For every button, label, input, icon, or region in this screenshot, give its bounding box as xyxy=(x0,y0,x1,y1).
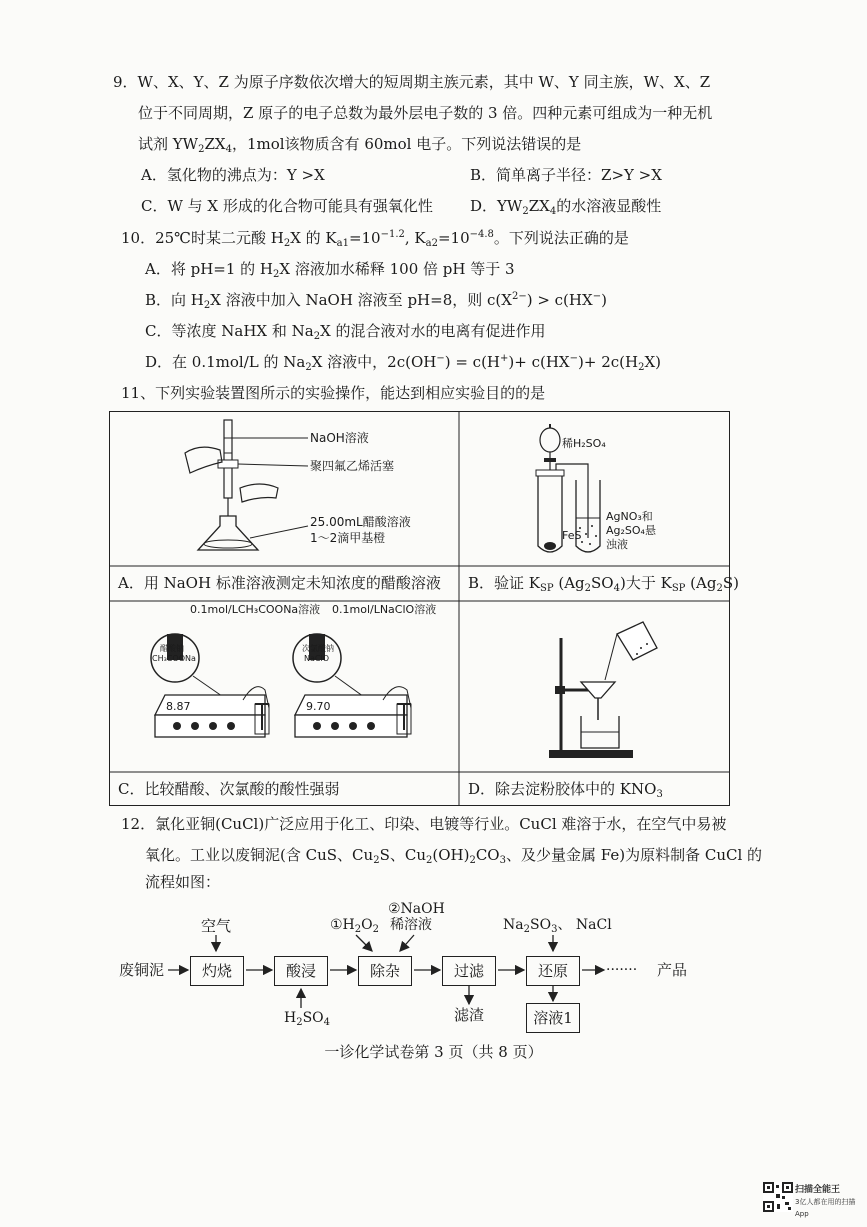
q9-sub: 2 xyxy=(198,144,205,155)
q12-sub: 2 xyxy=(469,855,476,866)
label-silver-suspension-2: Ag₂SO₄悬 xyxy=(606,524,656,537)
caption-d-sub: 3 xyxy=(656,789,663,800)
q10-text: X 的 K xyxy=(290,229,337,247)
flow-text: ①H xyxy=(330,917,355,933)
q10-sup: − xyxy=(436,353,445,364)
q10-sup: −1.2 xyxy=(380,229,405,240)
caption-b-text: B．验证 K xyxy=(468,574,540,592)
q10-sup: − xyxy=(592,291,602,302)
q10-text: A．将 pH=1 的 H xyxy=(145,260,274,278)
q10-text: B．向 H xyxy=(145,291,204,309)
flow-raw-material: 废铜泥 xyxy=(119,961,165,979)
qr-code-icon xyxy=(763,1182,793,1212)
q10-text: X) xyxy=(644,353,661,371)
q9-option-b: B．简单离子半径：Z>Y >X xyxy=(470,166,662,184)
caption-d-text: D．除去淀粉胶体中的 KNO xyxy=(468,780,657,798)
q9-text: ZX xyxy=(528,197,550,215)
q12-sub: 2 xyxy=(425,855,433,866)
q9-stem-line-1: 9．W、X、Y、Z 为原子序数依次增大的短周期主族元素，其中 W、Y 同主族，W、X、Z xyxy=(113,73,711,91)
flow-reagent-1 xyxy=(330,916,379,934)
q10-sub: 2 xyxy=(638,362,645,373)
caption-c: C．比较醋酸、次氯酸的酸性强弱 xyxy=(118,780,340,798)
label-acetic-acid-volume: 25.00mL醋酸溶液 xyxy=(310,515,411,529)
label-naoh-solution: NaOH溶液 xyxy=(310,431,369,445)
flow-text: H xyxy=(284,1010,297,1026)
q10-sub: a2 xyxy=(425,238,438,249)
caption-b-text: )大于 K xyxy=(619,574,672,592)
flow-text: SO xyxy=(529,917,552,933)
flow-reagent-2-line-1: ②NaOH xyxy=(388,901,445,917)
flow-text: SO xyxy=(302,1010,324,1026)
q10-text: D．在 0.1mol/L 的 Na xyxy=(145,353,306,371)
flow-product: 产品 xyxy=(657,961,688,979)
q10-sub: 2 xyxy=(283,238,291,249)
q10-text: ) = c(H xyxy=(444,353,501,371)
q9-sub: 4 xyxy=(225,144,232,155)
q10-sub: 2 xyxy=(305,362,312,373)
flow-text: Na xyxy=(503,917,524,933)
scanner-watermark-title: 扫描全能王 xyxy=(795,1185,841,1195)
q10-text: X 的混合液对水的电离有促进作用 xyxy=(320,322,546,340)
flow-sub: 2 xyxy=(372,924,379,935)
flow-sub: 4 xyxy=(323,1017,331,1028)
flow-reagent-2-line-2: 稀溶液 xyxy=(390,917,432,933)
q9-sub: 4 xyxy=(549,206,557,217)
caption-b-text: (Ag xyxy=(685,574,717,592)
flow-step-purify: 除杂 xyxy=(358,956,412,986)
label-sodium-acetate-solution: 0.1mol/LCH₃COONa溶液 xyxy=(190,603,321,616)
q9-text: 试剂 YW xyxy=(138,135,199,153)
caption-a: A．用 NaOH 标准溶液测定未知浓度的醋酸溶液 xyxy=(118,574,441,592)
flow-step-roast: 灼烧 xyxy=(190,956,244,986)
flow-reagent-3 xyxy=(503,916,612,934)
caption-b-sub: 4 xyxy=(613,583,620,594)
flow-sub: 3 xyxy=(551,924,558,935)
caption-b-text: S) xyxy=(722,574,739,592)
q10-text: X 溶液中加入 NaOH 溶液至 pH=8，则 c(X xyxy=(210,291,512,309)
label-sodium-acetate-formula: CH₃COONa xyxy=(152,654,196,663)
flow-step-filter: 过滤 xyxy=(442,956,496,986)
flow-text: O xyxy=(361,917,373,933)
q10-sub: a1 xyxy=(336,238,349,249)
q10-sup: 2− xyxy=(511,291,527,302)
q12-sub: 3 xyxy=(499,855,506,866)
label-fes: FeS xyxy=(562,529,582,542)
q12-text: 、及少量金属 Fe)为原料制备 CuCl 的 xyxy=(505,846,763,864)
page-footer: 一诊化学试卷第 3 页（共 8 页） xyxy=(324,1043,543,1061)
flow-sub: 2 xyxy=(296,1017,303,1028)
label-methyl-orange: 1～2滴甲基橙 xyxy=(310,531,386,545)
flow-sub: 2 xyxy=(523,924,530,935)
label-silver-suspension-1: AgNO₃和 xyxy=(606,510,653,523)
q10-text: X 溶液加水稀释 100 倍 pH 等于 3 xyxy=(279,260,515,278)
q10-text: , K xyxy=(404,229,426,247)
q10-text: )+ 2c(H xyxy=(578,353,639,371)
q10-text: ) > c(HX xyxy=(526,291,593,309)
caption-b-sub: 2 xyxy=(584,583,592,594)
flow-step-reduce: 还原 xyxy=(526,956,580,986)
caption-b-sub: 2 xyxy=(716,583,723,594)
q12-line-1: 12．氯化亚铜(CuCl)广泛应用于化工、印染、电镀等行业。CuCl 难溶于水，在空气中易被 xyxy=(121,815,727,833)
q10-sub: 2 xyxy=(273,269,280,280)
caption-b-sub: SP xyxy=(671,583,686,594)
q12-text: CO xyxy=(475,846,500,864)
q12-text: 氧化。工业以废铜泥(含 CuS、Cu xyxy=(145,846,374,864)
scanner-watermark-slogan: 3亿人都在用的扫描App xyxy=(795,1198,856,1218)
ph-reading-right: 9.70 xyxy=(306,700,331,713)
ph-reading-left: 8.87 xyxy=(166,700,191,713)
label-sodium-hypochlorite-formula: NaClO xyxy=(304,654,329,663)
label-sodium-hypochlorite-solution: 0.1mol/LNaClO溶液 xyxy=(332,603,437,616)
flow-air: 空气 xyxy=(201,917,232,935)
label-sodium-hypochlorite-name: 次氯酸钠 xyxy=(302,644,334,653)
q9-stem-line-2: 位于不同周期，Z 原子的电子总数为最外层电子数的 3 倍。四种元素可组成为一种无机 xyxy=(138,104,713,122)
q12-line-3: 流程如图： xyxy=(145,873,221,891)
flow-solution-1: 溶液1 xyxy=(526,1003,580,1033)
q10-sup: − xyxy=(569,353,578,364)
q10-text: =10 xyxy=(437,229,470,247)
q10-text: 。下列说法正确的是 xyxy=(493,229,629,247)
flow-sulfuric-acid xyxy=(284,1009,330,1027)
q9-text: ZX xyxy=(204,135,226,153)
caption-b-sub: SP xyxy=(540,583,554,594)
flow-sub: 2 xyxy=(354,924,362,935)
flow-step-acid-leach: 酸浸 xyxy=(274,956,328,986)
q10-sub: 2 xyxy=(203,300,211,311)
q10-text: X 溶液中，2c(OH xyxy=(311,353,437,371)
q9-text: 的水溶液显酸性 xyxy=(556,197,662,215)
q10-text: )+ c(HX xyxy=(508,353,570,371)
flow-text: 、 NaCl xyxy=(557,917,612,933)
flow-ellipsis: ······· xyxy=(606,962,638,978)
q12-sub: 2 xyxy=(373,855,380,866)
q9-sub: 2 xyxy=(522,206,529,217)
label-dilute-sulfuric-acid: 稀H₂SO₄ xyxy=(562,437,606,450)
q10-text: 10．25℃时某二元酸 H xyxy=(121,229,284,247)
q10-text: ) xyxy=(601,291,607,309)
q9-option-c: C．W 与 X 形成的化合物可能具有强氧化性 xyxy=(141,197,433,215)
q9-text: D．YW xyxy=(470,197,523,215)
q11-stem: 11、下列实验装置图所示的实验操作，能达到相应实验目的的是 xyxy=(121,384,546,402)
q9-option-a: A．氢化物的沸点为：Y >X xyxy=(141,166,325,184)
flow-residue: 滤渣 xyxy=(454,1006,485,1024)
label-sodium-acetate-name: 醋酸钠 xyxy=(160,644,184,653)
q10-text: C．等浓度 NaHX 和 Na xyxy=(145,322,314,340)
label-ptfe-stopcock: 聚四氟乙烯活塞 xyxy=(310,459,395,473)
q10-text: =10 xyxy=(348,229,381,247)
q12-text: (OH) xyxy=(432,846,470,864)
q10-sub: 2 xyxy=(313,331,321,342)
label-silver-suspension-3: 浊液 xyxy=(606,538,628,551)
caption-b-text: (Ag xyxy=(553,574,585,592)
q10-sup: + xyxy=(500,353,509,364)
q10-sup: −4.8 xyxy=(469,229,494,240)
scanner-watermark xyxy=(795,1184,867,1220)
q12-text: S、Cu xyxy=(379,846,426,864)
caption-b-text: SO xyxy=(591,574,614,592)
q9-text: ，1mol该物质含有 60mol 电子。下列说法错误的是 xyxy=(231,135,582,153)
